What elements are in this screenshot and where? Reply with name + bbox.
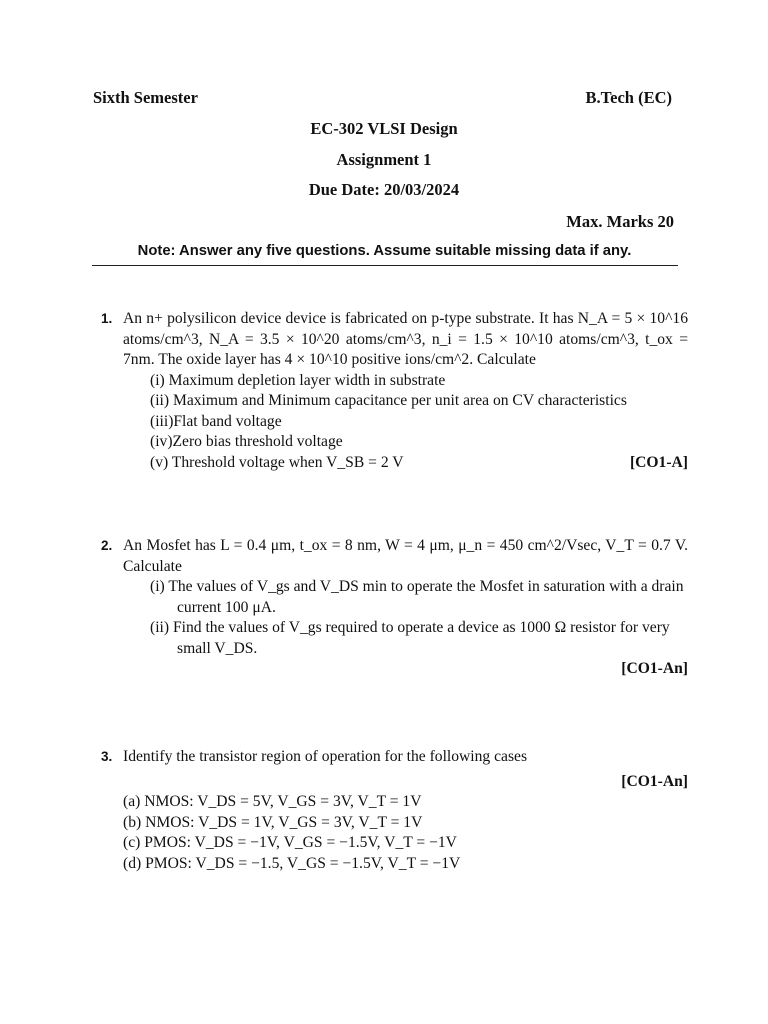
- program-label: B.Tech (EC): [585, 88, 672, 107]
- question-part: (v) Threshold voltage when V_SB = 2 V: [150, 453, 404, 471]
- question-2: [101, 536, 688, 680]
- instructions-note: Note: Answer any five questions. Assume suitable missing data if any.: [137, 243, 632, 259]
- due-date: Due Date: 20/03/2024: [308, 180, 460, 199]
- question-part: (a) NMOS: V_DS = 5V, V_GS = 3V, V_T = 1V: [123, 793, 422, 810]
- question-part: (ii) Maximum and Minimum capacitance per unit area on CV characteristics: [150, 392, 627, 409]
- question-part: (iv)Zero bias threshold voltage: [150, 433, 343, 450]
- question-stem: An n+ polysilicon device device is fabricated on p-type substrate. It has N_A = 5 × 10^16 atoms/cm^3, N_A = 3.5 × 10^20 atoms/cm^3, n_i = 1.5 × 10^10 atoms/cm^3, t_ox = 7nm. The oxide layer has 4 × 10^10 positive ions/cm^2. Calculate: [123, 310, 688, 368]
- question-part: (iii)Flat band voltage: [150, 412, 282, 430]
- course-outcome-tag: [CO1-An]: [621, 660, 688, 677]
- question-1: [101, 309, 688, 473]
- question-part: (i) Maximum depletion layer width in substrate: [150, 371, 446, 389]
- course-title: EC-302 VLSI Design: [310, 119, 458, 138]
- header-divider: [92, 265, 678, 266]
- question-part: (ii) Find the values of V_gs required to operate a device as 1000 Ω resistor for very small V_DS.: [150, 619, 670, 657]
- assignment-title: Assignment 1: [336, 150, 432, 169]
- question-number: 3.: [101, 749, 113, 764]
- question-stem: An Mosfet has L = 0.4 μm, t_ox = 8 nm, W = 4 μm, μ_n = 450 cm^2/Vsec, V_T = 0.7 V. Calculate: [123, 537, 688, 575]
- semester-label: Sixth Semester: [93, 88, 198, 107]
- question-3: [101, 747, 688, 874]
- max-marks: Max. Marks 20: [566, 212, 674, 231]
- question-part: (b) NMOS: V_DS = 1V, V_GS = 3V, V_T = 1V: [123, 813, 423, 831]
- question-part: (i) The values of V_gs and V_DS min to operate the Mosfet in saturation with a drain current 100 μA.: [150, 578, 684, 616]
- header-row: [93, 88, 672, 108]
- course-outcome-tag: [CO1-An]: [621, 772, 688, 790]
- question-part: (d) PMOS: V_DS = −1.5, V_GS = −1.5V, V_T = −1V: [123, 854, 461, 872]
- question-stem: Identify the transistor region of operation for the following cases: [123, 748, 528, 765]
- course-outcome-tag: [CO1-A]: [629, 453, 688, 471]
- question-number: 2.: [101, 538, 113, 553]
- question-number: 1.: [101, 311, 113, 326]
- question-part: (c) PMOS: V_DS = −1V, V_GS = −1.5V, V_T = −1V: [123, 834, 457, 851]
